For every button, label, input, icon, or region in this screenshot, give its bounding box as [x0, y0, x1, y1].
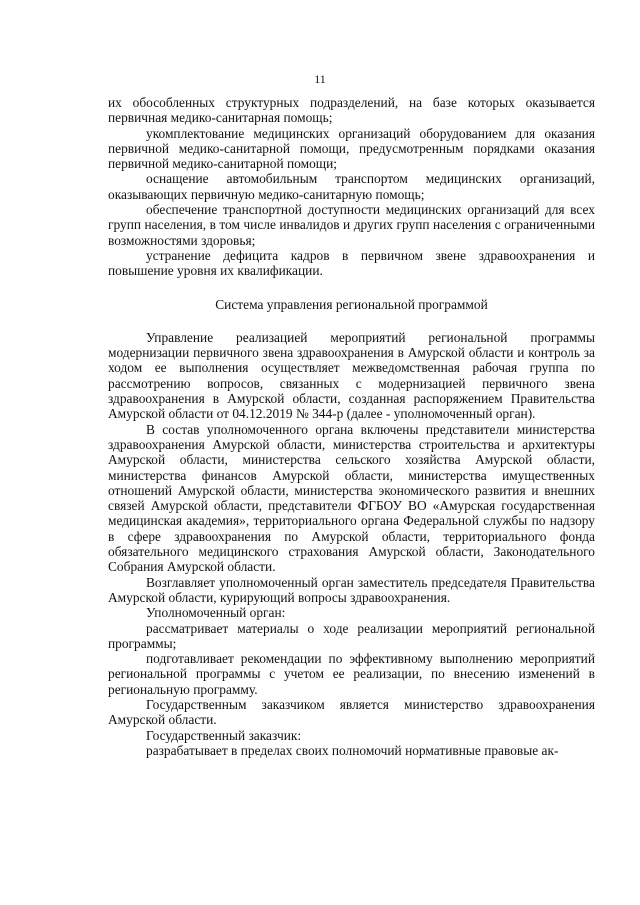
- paragraph: их обособленных структурных подразделений, на базе которых оказывается первичная медико-санитарная помощь;: [108, 95, 595, 126]
- paragraph: Возглавляет уполномоченный орган заместитель председателя Правительства Амурской области, курирующий вопросы здравоохранения.: [108, 574, 595, 605]
- paragraph: разрабатывает в пределах своих полномочий нормативные правовые ак-: [146, 742, 559, 758]
- page-number: 11: [314, 72, 326, 86]
- paragraph: обеспечение транспортной доступности медицинских организаций для всех групп населения, в том числе инвалидов и других групп населения с ограниченными возможностями здоровья;: [108, 202, 595, 248]
- section-title: Система управления региональной программой: [215, 296, 488, 312]
- paragraph: Государственный заказчик:: [146, 727, 302, 743]
- paragraph: укомплектование медицинских организаций оборудованием для оказания первичной медико-санитарной помощи, предусмотренным порядками оказания первичной медико-санитарной помощи;: [108, 125, 595, 172]
- paragraph: Управление реализацией мероприятий региональной программы модернизации первичного звена здравоохранения в Амурской области и контроль за ходом ее выполнения осуществляет межведомственная рабочая группа по рассмотрению вопросов, связанных с модернизацией первичного звена здравоохранения в Амурской области, созданная распоряжением Правительства Амурской области от 04.12.2019 № 344-р (далее - уполномоченный орган).: [108, 329, 595, 422]
- paragraph: В состав уполномоченного органа включены представители министерства здравоохранения Амурской области, министерства строительства и архитектуры Амурской области, министерства сельского хозяйства Амурской области, министерства финансов Амурской области, министерства имущественных отношений Амурской области, министерства экономического развития и внешних связей Амурской области, представители ФГБОУ ВО «Амурская государственная медицинская академия», территориального органа Федеральной службы по надзору в сфере здравоохранения по Амурской области, территориального фонда обязательного медицинского страхования Амурской области, Законодательного Собрания Амурской области.: [108, 421, 595, 575]
- paragraph: устранение дефицита кадров в первичном звене здравоохранения и повышение уровня их квалификации.: [108, 247, 595, 279]
- paragraph: подготавливает рекомендации по эффективному выполнению мероприятий региональной программы с учетом ее реализации, по внесению изменений в региональную программу.: [108, 651, 595, 697]
- paragraph: рассматривает материалы о ходе реализации мероприятий региональной программы;: [108, 620, 595, 651]
- paragraph: оснащение автомобильным транспортом медицинских организаций, оказывающих первичную медико-санитарную помощь;: [108, 171, 595, 202]
- paragraph: Уполномоченный орган:: [146, 605, 286, 621]
- document-body: [108, 95, 595, 758]
- paragraph: Государственным заказчиком является министерство здравоохранения Амурской области.: [108, 696, 595, 728]
